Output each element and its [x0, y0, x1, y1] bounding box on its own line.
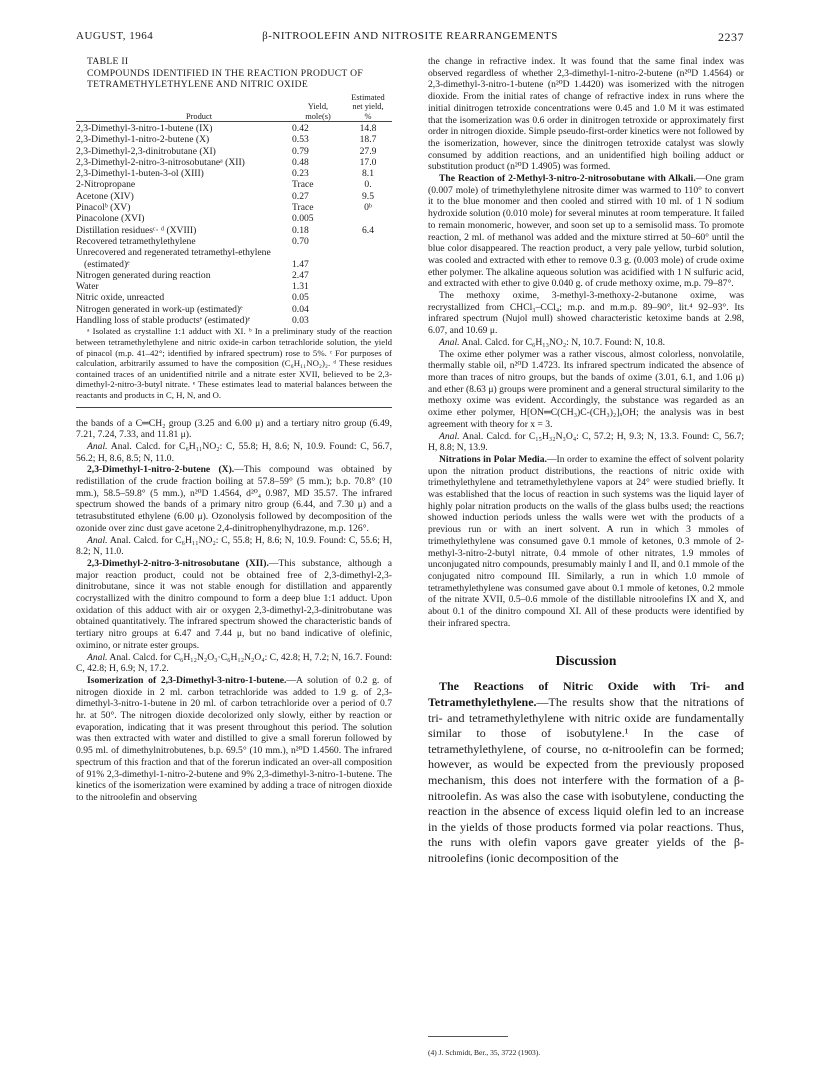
table-row: [76, 213, 392, 224]
table-row: [76, 225, 392, 236]
product-cell: 2,3-Dimethyl-3-nitro-1-butene (IX): [76, 122, 292, 135]
yield-cell: 0.03: [292, 315, 309, 327]
table-row: [76, 236, 392, 247]
table-row: [76, 247, 392, 270]
left-column: [76, 56, 392, 804]
right-paragraph-5: The oxime ether polymer was a rather viscous, almost colorless, nonvolatile, thermally stable oil, n²⁰D 1.4723. Its infrared spectrum indicated the absence of more than traces of nitro groups, but the bands of oxime (3.01, 6.1, and 1.06 μ) and ether (8.63 μ) groups were prominent and a general structural similarity to the methoxy oxime was evident. Accordingly, the substance was regarded as an oxime ether polymer, H[ON═C(CH₃)C-(CH₃)₂]ₓOH; the analysis was in best agreement with theory for x = 3.: [428, 348, 744, 430]
product-cell: Nitrogen generated in work-up (estimated)ᵉ: [76, 303, 243, 315]
table-row: [76, 292, 392, 303]
net-yield-cell: 0.: [364, 179, 372, 191]
table-title-line-1: COMPOUNDS IDENTIFIED IN THE REACTION PRODUCT OF: [87, 67, 363, 79]
table-row: [76, 191, 392, 202]
product-cell: Pinacolᵇ (XV): [76, 202, 131, 214]
table-row: [76, 168, 392, 179]
product-cell: Recovered tetramethylethylene: [76, 235, 196, 247]
yield-cell: 0.23: [292, 168, 309, 180]
right-paragraph-7: Nitrations in Polar Media.—In order to examine the effect of solvent polarity upon the nitration product distributions, the reactions of nitric oxide with trimethylethylene and tetramethylethylene vapors at 24° were studied briefly. It was established that the locus of reaction in such systems was the liquid layer of highly polar nitration products on the walls of the glass bulbs used; the reactions showed induction periods unless the walls were wet with the products of a previous run or with an inert solvent. A run in which 3 mmoles of trimethylethylene was consumed gave 0.1 mmole of ketones, 0.3 mmole of 2-methyl-3-nitro-2-butyl nitrate, 0.4 mmole of other nitrates, 1.9 mmoles of unconjugated nitro compounds, presumably mainly I and II, and 0.1 mmole of the conjugated nitro compound III. Similarly, a run in which 1.0 mmole of tetramethylethylene was consumed gave about 0.1 mmole of ketones, 0.2 mmole of the nitrate XVII, 0.5–0.6 mmole of the distillable nitroolefins IX and X, and about 0.1 of the dinitro compound XI. All of these products were identified by their infrared spectra.: [428, 453, 744, 629]
yield-cell: 1.31: [292, 281, 309, 293]
yield-cell: 0.18: [292, 224, 309, 236]
product-cell: Acetone (XIV): [76, 190, 134, 202]
net-yield-cell: [344, 247, 392, 270]
net-yield-cell: [344, 236, 392, 247]
net-yield-cell: [344, 270, 392, 281]
net-yield-cell: 27.9: [359, 145, 377, 157]
right-paragraph-2: The Reaction of 2-Methyl-3-nitro-2-nitrosobutane with Alkali.—One gram (0.007 mole) of trimethylethylene nitrosite dimer was warmed to 110° to convert it to the blue monomer and then cooled and stirred with 10 ml. of 1 N sodium hydroxide solution (0.010 mole) for several minutes at room temperature. It failed to remain monomeric, however, and soon set up to a semisolid mass. To promote reaction, 2 ml. of methanol was added and the mixture stirred at 50–60° until the blue color disappeared. The reaction product, a very pale yellow, turbid solution, was cooled and extracted with ether to remove 0.3 g. (0.003 mole) of crude oxime ether polymer. The alkaline aqueous solution was acidified with 1 N sulfuric acid, and extracted with ether to give 0.040 g. of crude methoxy oxime, m.p. 79–87°.: [428, 173, 744, 290]
footnote: (4) J. Schmidt, Ber., 35, 3722 (1903).: [428, 1048, 541, 1057]
footnote-rule: [428, 1036, 508, 1037]
table-body: [76, 122, 392, 327]
right-paragraph-6: Anal. Anal. Calcd. for C₁₅H₃₂N₃O₄: C, 57.2; H, 9.3; N, 13.3. Found: C, 56.7; H, 8.8; N, 13.9.: [428, 430, 744, 454]
left-paragraph-6: Anal. Anal. Calcd. for C₆H₁₂N₂O₃·C₆H₁₂N₂O₄: C, 42.8; H, 7.2; N, 16.7. Found: C, 42.8; H, 6.9; N, 17.2.: [76, 651, 393, 675]
net-yield-cell: 6.4: [362, 224, 374, 236]
left-paragraph-4: Anal. Anal. Calcd. for C₆H₁₁NO₂: C, 55.8; H, 8.6; N, 10.9. Found: C, 55.6; H, 8.2; N, 11.0.: [76, 534, 392, 558]
col-header-yield-2: mole(s): [305, 111, 331, 121]
yield-cell: Trace: [292, 179, 314, 191]
table-row: [76, 304, 392, 315]
col-header-net-3: %: [364, 111, 372, 121]
yield-cell: 0.53: [292, 134, 309, 146]
table-row: [76, 202, 392, 213]
yield-cell: 0.42: [292, 122, 344, 135]
right-column: [428, 56, 744, 867]
product-cell: 2,3-Dimethyl-1-buten-3-ol (XIII): [76, 168, 204, 180]
product-cell: Distillation residuesᶜ· ᵈ (XVIII): [76, 224, 197, 236]
table-row: [76, 315, 392, 326]
product-cell: 2-Nitropropane: [76, 179, 136, 191]
col-header-product: Product: [185, 111, 213, 121]
product-cell: 2,3-Dimethyl-1-nitro-2-butene (X): [76, 134, 210, 146]
left-paragraph-3: 2,3-Dimethyl-1-nitro-2-butene (X).—This compound was obtained by redistillation of the crude fraction boiling at 57.8–59° (5 mm.); b.p. 70.8° (10 mm.), 58.5–59.8° (5 mm.), n²⁰D 1.4564, d²⁰₄ 0.987, MD 35.57. The infrared spectrum showed the bands of a primary nitro group (6.44, and 7.30 μ) and a tetrasubstituted ethylene (6.00 μ). Ozonolysis followed by decomposition of the ozonide over zinc dust gave acetone 2,4-dinitrophenylhydrazone, m.p. 126°.: [76, 464, 392, 534]
net-yield-cell: 18.7: [359, 134, 377, 146]
table-row: [76, 179, 392, 190]
left-paragraph-1: the bands of a C═CH₂ group (3.25 and 6.00 μ) and a tertiary nitro group (6.49, 7.21, 7.24, 7.33, and 11.81 μ).: [76, 417, 392, 441]
net-yield-cell: [344, 292, 392, 303]
right-paragraph-4: Anal. Anal. Calcd. for C₆H₁₃NO₂: N, 10.7. Found: N, 10.8.: [439, 336, 666, 348]
compounds-table: [76, 93, 392, 327]
left-paragraph-7: Isomerization of 2,3-Dimethyl-3-nitro-1-butene.—A solution of 0.2 g. of nitrogen dioxide in 2 ml. carbon tetrachloride was added to 1.9 g. of 2,3-dimethyl-3-nitro-1-butene in 20 ml. of carbon tetrachloride over a period of 0.7 hr. at 50°. The nitrogen dioxide decolorized only slowly, either by reaction or evaporation, indicating that it was present throughout this period. The solution was then extracted with water and distilled to give a small forerun followed by 0.95 ml. of dimethylnitrobutenes, b.p. 69.5° (10 mm.), n²⁰D 1.4560. The infrared spectrum of this fraction and that of the forerun indicated an over-all composition of 91% 2,3-dimethyl-1-nitro-2-butene and 9% 2,3-dimethyl-3-nitro-1-butene. The kinetics of the isomerization were examined by adding a trace of nitrogen dioxide to the nitroolefin and observing: [76, 674, 392, 803]
product-cell: Nitrogen generated during reaction: [76, 269, 211, 281]
left-paragraph-2: Anal. Anal. Calcd. for C₆H₁₁NO₂: C, 55.8; H, 8.6; N, 10.9. Found: C, 56.7, 56.2; H, 8.6, 8.5; N, 11.0.: [76, 440, 392, 464]
yield-cell: 0.05: [292, 292, 309, 304]
table-notes-text: ᵃ Isolated as crystalline 1:1 adduct with XI. ᵇ In a preliminary study of the reaction between tetramethylethylene and nitric oxide-in carbon tetrachloride solution, the yield of pinacol (m.p. 41–42°; identified by infrared spectrum) rose to 5%. ᶜ For purposes of calculation, arbitrarily assumed to have the composition (C₆H₁₁NO₂)₂. ᵈ These residues contained traces of an unidentified nitrile and a nitrate ester XVII, believed to be 2,3-dimethyl-2-nitro-3-butyl nitrate. ᵉ These estimates lead to material balances between the reactants and products in C, H, N, and O.: [76, 326, 392, 400]
discussion-paragraph: The Reactions of Nitric Oxide with Tri- and Tetramethylethylene.—The results show that the nitrations of tri- and tetramethylethylene with nitric oxide are fundamentally similar to those of isobutylene.¹ In the case of tetramethylethylene, of course, no α-nitroolefin can be formed; however, as would be expected from the previously proposed mechanism, this does not interfere with the formation of a β-nitroolefin. As was also the case with isobutylene, conducting the reaction in the absence of excess liquid olefin led to an increase in the yields of those products formed via polar reactions. Thus, the runs with olefin vapors gave greater yields of the β-nitroolefins (ionic decomposition of the: [428, 679, 744, 865]
col-header-net-1: Estimated: [351, 92, 385, 102]
right-paragraph-1: the change in refractive index. It was found that the same final index was observed regardless of whether 2,3-dimethyl-1-nitro-2-butene (n²⁰D 1.4564) or 2,3-dimethyl-3-nitro-1-butene (n²⁰D 1.4420) was isomerized with the nitrogen dioxide. From the initial rates of change of refractive index in runs where the initial dinitrogen tetroxide concentrations were 0.45 and 1.0 M it was estimated that the isomerization was 0.6 order in dinitrogen tetroxide or approximately first order in nitrogen dioxide. Simple pseudo-first-order kinetics were not followed by the isomerization, however, since the dinitrogen tetroxide catalyst was slowly consumed by addition reactions, and an unidentified high boiling adduct or substitution product (n²⁰D 1.4905) was formed.: [428, 56, 744, 173]
table-title-line-2: TETRAMETHYLETHYLENE AND NITRIC OXIDE: [87, 79, 309, 90]
product-cell: Pinacolone (XVI): [76, 213, 145, 225]
yield-cell: 0.70: [292, 235, 309, 247]
table-row: [76, 146, 392, 157]
table-row: [76, 134, 392, 145]
product-cell: Nitric oxide, unreacted: [76, 292, 165, 304]
yield-cell: 0.48: [292, 156, 309, 168]
net-yield-cell: [344, 213, 392, 224]
header-date: AUGUST, 1964: [76, 30, 154, 42]
table-row: [76, 281, 392, 292]
product-cell: Unrecovered and regenerated tetramethyl-ethylene (estimated)ᵉ: [76, 247, 271, 270]
header-title: β-NITROOLEFIN AND NITROSITE REARRANGEMENTS: [262, 30, 558, 42]
net-yield-cell: [344, 281, 392, 292]
yield-cell: 2.47: [292, 269, 309, 281]
net-yield-cell: 17.0: [359, 156, 377, 168]
net-yield-cell: 14.8: [344, 122, 392, 135]
table-row: [76, 157, 392, 168]
col-header-yield-1: Yield,: [307, 102, 329, 111]
page-number: 2237: [718, 30, 744, 44]
table-row: [76, 122, 392, 135]
product-cell: Handling loss of stable productsᵉ (estimated)ᵉ: [76, 315, 251, 327]
yield-cell: Trace: [292, 202, 314, 214]
col-header-net-2: net yield,: [352, 102, 384, 111]
product-cell: 2,3-Dimethyl-2-nitro-3-nitrosobutaneᵃ (XII): [76, 156, 245, 168]
running-header: [76, 30, 744, 46]
product-cell: Water: [76, 281, 99, 293]
discussion-heading: Discussion: [555, 653, 617, 669]
net-yield-cell: 0ᵇ: [364, 202, 372, 214]
table-row: [76, 270, 392, 281]
net-yield-cell: 9.5: [362, 190, 374, 202]
net-yield-cell: [344, 304, 392, 315]
yield-cell: 1.47: [292, 258, 309, 270]
yield-cell: 0.79: [292, 145, 309, 157]
table-footnotes: [76, 326, 392, 407]
product-cell: 2,3-Dimethyl-2,3-dinitrobutane (XI): [76, 145, 216, 157]
net-yield-cell: [344, 315, 392, 326]
net-yield-cell: 8.1: [362, 168, 374, 180]
right-paragraph-3: The methoxy oxime, 3-methyl-3-methoxy-2-butanone oxime, was recrystallized from CHCl₃–CCl₄; m.p. and m.m.p. 89–90°, lit.⁴ 92–93°. Its infrared spectrum (Nujol mull) showed characteristic ketoxime bands at 2.98, 6.07, and 10.69 μ.: [428, 290, 744, 337]
yield-cell: 0.27: [292, 190, 309, 202]
left-paragraph-5: 2,3-Dimethyl-2-nitro-3-nitrosobutane (XII).—This substance, although a major reaction product, could not be obtained free of 2,3-dimethyl-2,3-dinitrobutane, since it was not stable enough for distillation and apparently cocrystallized with the dinitro compound to form a deep blue 1:1 adduct. Upon oxidation of this adduct with air or oxygen 2,3-dimethyl-2,3-dinitrobutane was obtained quantitatively. The infrared spectrum showed the characteristic bands of tertiary nitro groups at 6.47 and 7.44 μ, but no band indicative of olefinic, oximino, or nitrate ester groups.: [76, 557, 393, 651]
table-label: TABLE II: [87, 56, 129, 67]
yield-cell: 0.04: [292, 303, 309, 315]
yield-cell: 0.005: [292, 213, 314, 225]
